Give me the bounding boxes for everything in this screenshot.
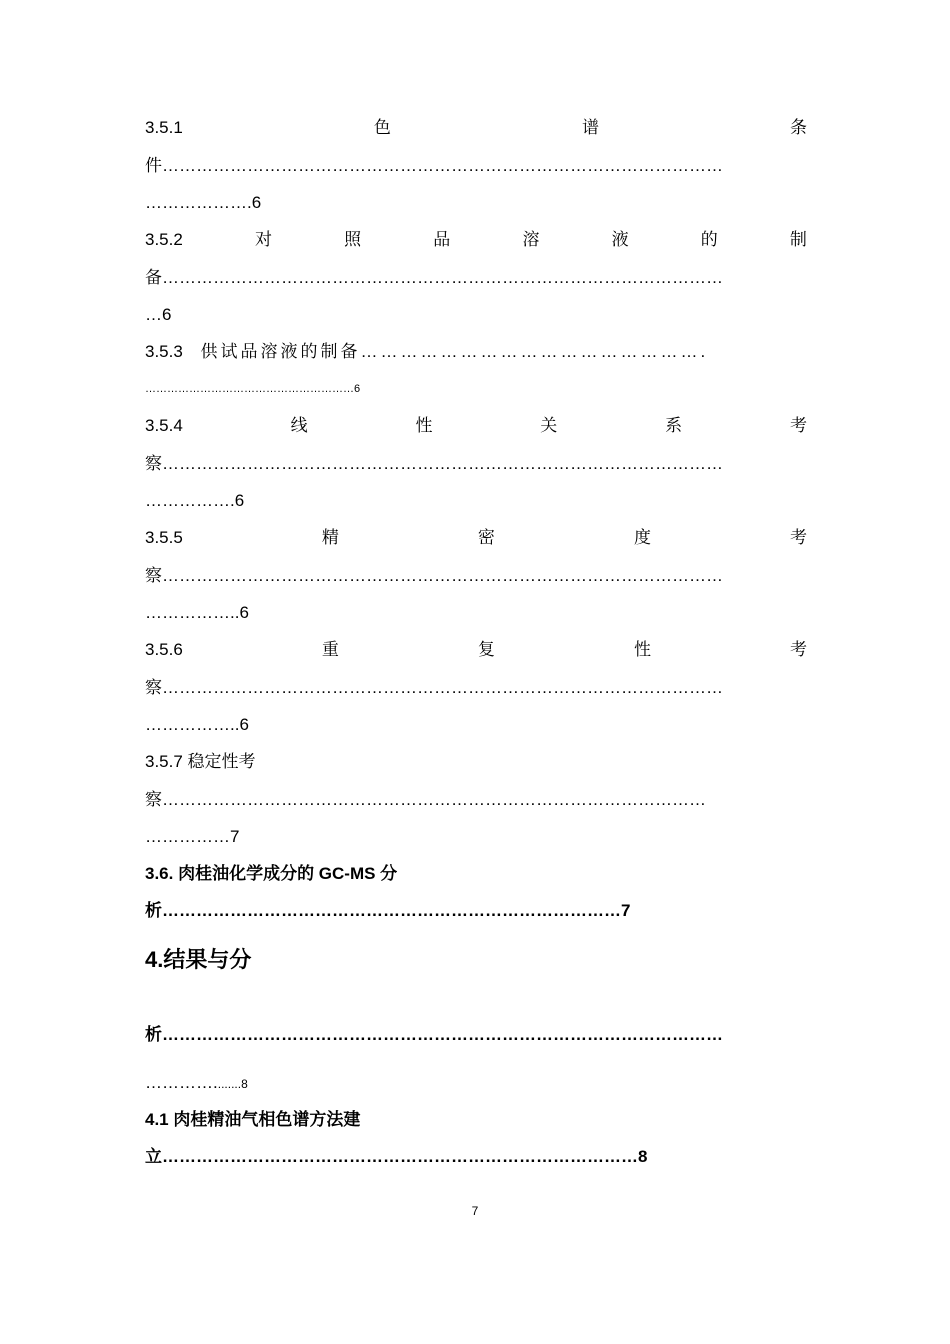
toc-page-ref: .......8 xyxy=(217,1077,248,1091)
page-number: 7 xyxy=(471,1204,479,1218)
toc-entry-3-5-2 xyxy=(145,228,807,252)
toc-char: 复 xyxy=(477,640,495,659)
toc-number: 3.5.3 xyxy=(145,342,183,361)
toc-char: 液 xyxy=(611,230,629,249)
toc-entry-4-1: 4.1 肉桂精油气相色谱方法建 xyxy=(145,1110,361,1129)
toc-entry-3-5-5-tail: ……………..6 xyxy=(145,603,249,622)
toc-entry-3-5-7: 3.5.7 稳定性考 xyxy=(145,752,256,771)
toc-char: 线 xyxy=(290,416,308,435)
toc-char: 考 xyxy=(789,416,807,435)
toc-entry-3-5-4-cont: 察……………………………………………………………………………………… xyxy=(145,454,723,473)
toc-entry-3-5-1 xyxy=(145,116,807,140)
toc-char: 谱 xyxy=(581,118,599,137)
toc-entry-4-1-cont xyxy=(145,1145,807,1169)
toc-char: 照 xyxy=(344,230,362,249)
toc-entry-3-5-1-cont: 件……………………………………………………………………………………… xyxy=(145,156,723,175)
toc-char: 重 xyxy=(321,640,339,659)
toc-entry-3-5-2-cont: 备……………………………………………………………………………………… xyxy=(145,268,723,287)
toc-entry-3-5-3 xyxy=(145,340,807,364)
toc-entry-4: 4.结果与分 xyxy=(145,947,252,972)
toc-char: 密 xyxy=(477,528,495,547)
toc-entry-3-5-4 xyxy=(145,414,807,438)
toc-char: 性 xyxy=(633,640,651,659)
toc-entry-3-5-6-cont: 察……………………………………………………………………………………… xyxy=(145,678,723,697)
toc-number: 3.5.2 xyxy=(145,230,183,249)
toc-char: 精 xyxy=(321,528,339,547)
toc-char: 条 xyxy=(790,118,807,137)
toc-char: 对 xyxy=(254,230,272,249)
toc-entry-3-5-1-tail: ……………….6 xyxy=(145,193,262,212)
toc-char: 品 xyxy=(433,230,451,249)
toc-number: 3.5.5 xyxy=(145,528,183,547)
toc-number: 3.5.6 xyxy=(145,640,183,659)
toc-char: 关 xyxy=(540,416,558,435)
toc-char: 考 xyxy=(790,640,807,659)
toc-char: 溶 xyxy=(522,230,540,249)
toc-entry-3-5-7-cont: 察…………………………………………………………………………………… xyxy=(145,790,706,809)
toc-entry-3-6: 3.6. 肉桂油化学成分的 GC-MS 分 xyxy=(145,864,398,883)
toc-entry-3-5-3-tail: …………………………………………………6 xyxy=(145,383,361,395)
toc-entry-3-5-5 xyxy=(145,526,807,550)
toc-entry-4-cont xyxy=(145,1018,807,1050)
toc-entry-3-5-7-tail: ……………7 xyxy=(145,827,240,846)
toc-text: 析……………………………………………………………………………………… xyxy=(145,1025,723,1044)
toc-dots: …………. xyxy=(145,1073,218,1092)
toc-entry-3-5-2-tail: …6 xyxy=(145,305,172,324)
toc-char: 性 xyxy=(415,416,433,435)
toc-char: 制 xyxy=(789,230,807,249)
toc-entry-3-5-5-cont: 察……………………………………………………………………………………… xyxy=(145,566,723,585)
toc-text: 立…………………………………………………………………………8 xyxy=(145,1147,648,1166)
toc-entry-3-5-6 xyxy=(145,638,807,662)
toc-char: 考 xyxy=(790,528,807,547)
toc-char: 系 xyxy=(665,416,683,435)
toc-entry-3-6-cont xyxy=(145,899,807,923)
toc-entry-3-5-6-tail: ……………..6 xyxy=(145,715,249,734)
toc-char: 的 xyxy=(700,230,718,249)
toc-number: 3.5.1 xyxy=(145,118,183,137)
toc-char: 色 xyxy=(373,118,391,137)
toc-number: 3.5.4 xyxy=(145,416,183,435)
toc-entry-4-tail xyxy=(145,1071,807,1096)
toc-char: 度 xyxy=(633,528,651,547)
toc-title: 供试品溶液的制备……………………………………………. xyxy=(200,342,709,361)
toc-text: 析………………………………………………………………………7 xyxy=(145,901,631,920)
toc-entry-3-5-4-tail: …………….6 xyxy=(145,491,245,510)
